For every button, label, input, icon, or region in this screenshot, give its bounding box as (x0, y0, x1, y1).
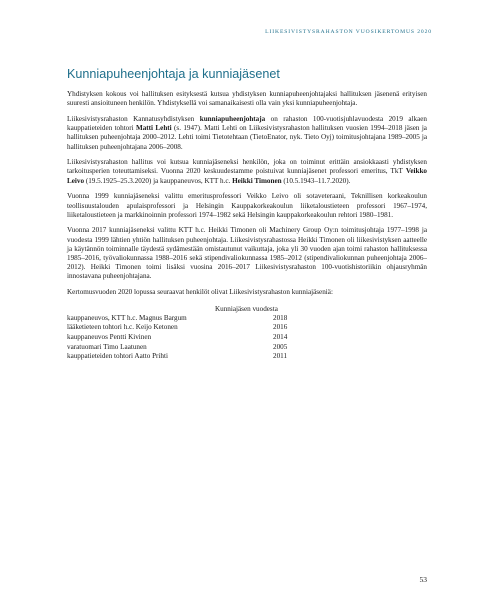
paragraph-1: Yhdistyksen kokous voi hallituksen esityksestä kutsua yhdistyksen kunniapuheenjohtajaksi hallituksen jäsenenä erityisen suuresti ansioituneen henkilön. Yhdistyksellä voi samanaikaisesti olla vain yksi kunniapuheenjohtaja. (67, 90, 427, 108)
section-title: Kunniapuheenjohtaja ja kunniajäsenet (67, 67, 280, 81)
members-column-header: Kunniajäsen vuodesta (215, 304, 278, 313)
paragraph-2-bold-name: Matti Lehti (135, 124, 172, 133)
member-year: 2016 (273, 323, 288, 332)
member-row (67, 343, 427, 353)
paragraph-2 (67, 115, 427, 152)
paragraph-3-text: Liikesivistysrahaston hallitus voi kutsua kunniajäseneksi henkilön, joka on toiminut erittäin ansiokkaasti yhdistyksen tarkoitusperien toteuttamiseksi. Vuonna 2020 keskuudestamme poistuivat kunniajäsenet professori emeritus, TkT (67, 158, 427, 176)
member-name: kauppatieteiden tohtori Aatto Prihti (67, 352, 168, 361)
paragraph-2-text: Liikesivistysrahaston Kannatusyhdistyksen (67, 114, 200, 123)
running-header: LIIKESIVISTYSRAHASTON VUOSIKERTOMUS 2020 (265, 29, 432, 35)
member-year: 2011 (273, 352, 288, 361)
member-row (67, 352, 427, 362)
member-row (67, 333, 427, 343)
paragraph-2-text: (s. 1947). Matti Lehti on Liikesivistysrahaston hallituksen vuosien 1994–2018 jäsen ja hallituksen puheenjohtaja 2000–2012. Lehti toimi Tietotehtaan (TietoEnator, nyk. Tieto Oyj) toimitusjohtajana 1989–2005 ja hallituksen puheenjohtajana 2006–2008. (67, 124, 427, 151)
member-row (67, 314, 427, 324)
article (67, 67, 427, 362)
paragraph-2-text: on rahaston 100-vuotisjuhlavuodesta 2019 alkaen kauppatieteiden tohtori (67, 114, 427, 133)
paragraph-3-text: (10.5.1943–11.7.2020). (281, 176, 351, 185)
member-year: 2005 (273, 342, 288, 351)
paragraph-3-bold-name: Veikko Leivo (67, 167, 427, 185)
member-row (67, 323, 427, 333)
member-name: kauppaneuvos, KTT h.c. Magnus Bargum (67, 313, 187, 322)
paragraph-3 (67, 158, 427, 186)
paragraph-6: Kertomusvuoden 2020 lopussa seuraavat henkilöt olivat Liikesivistysrahaston kunniajäseniä: (67, 288, 333, 297)
page-number: 53 (419, 575, 427, 584)
honorary-members-table (67, 304, 427, 362)
member-year: 2018 (273, 313, 288, 322)
member-name: kauppaneuvos Pentti Kivinen (67, 333, 152, 342)
paragraph-2-bold-term: kunniapuheenjohtaja (199, 114, 266, 123)
paragraph-4: Vuonna 1999 kunniajäseneksi valittu emeritusprofessori Veikko Leivo oli sotaveteraani, Teknillisen korkeakoulun teollisuustalouden apulaisprofessori ja Helsingin Kauppakorkeakoulun liiketaloustieteen professori 1967–1974, liiketaloustieteen ja markkinoinnin professori 1974–1982 sekä Helsingin kauppakorkeakoulun rehtori 1980–1981. (67, 192, 427, 219)
member-year: 2014 (273, 333, 288, 342)
member-name: lääketieteen tohtori h.c. Keijo Ketonen (67, 323, 178, 332)
paragraph-5: Vuonna 2017 kunniajäseneksi valittu KTT h.c. Heikki Timonen oli Machinery Group Oy:n toimitusjohtaja 1977–1998 ja vuodesta 1999 lähtien yhtiön hallituksen puheenjohtaja. Liikesivistysrahastossa Heikki Timonen oli liikesivistyksen aatteelle ja käytännön toiminnalle täydestä sydämestään omistautunut vaikuttaja, joka yli 30 vuoden ajan toimi rahaston hallituksessa 1985–2016, työvaliokunnassa 1988–2016 sekä stipendivaliokunnassa 1985–2012 (stipendivaliokunnan puheenjohtaja 2006–2012). Heikki Timonen toimi lisäksi vuosina 2016–2017 Liikesivistysrahaston 100-vuotishistoriikin ohjausryhmän innostavana puheenjohtajana. (67, 226, 427, 281)
member-name: varatuomari Timo Laatunen (67, 342, 147, 351)
paragraph-3-bold-name: Heikki Timonen (232, 176, 282, 185)
paragraph-3-text: (19.5.1925–25.3.2020) ja kauppaneuvos, KTT h.c. (84, 176, 233, 185)
